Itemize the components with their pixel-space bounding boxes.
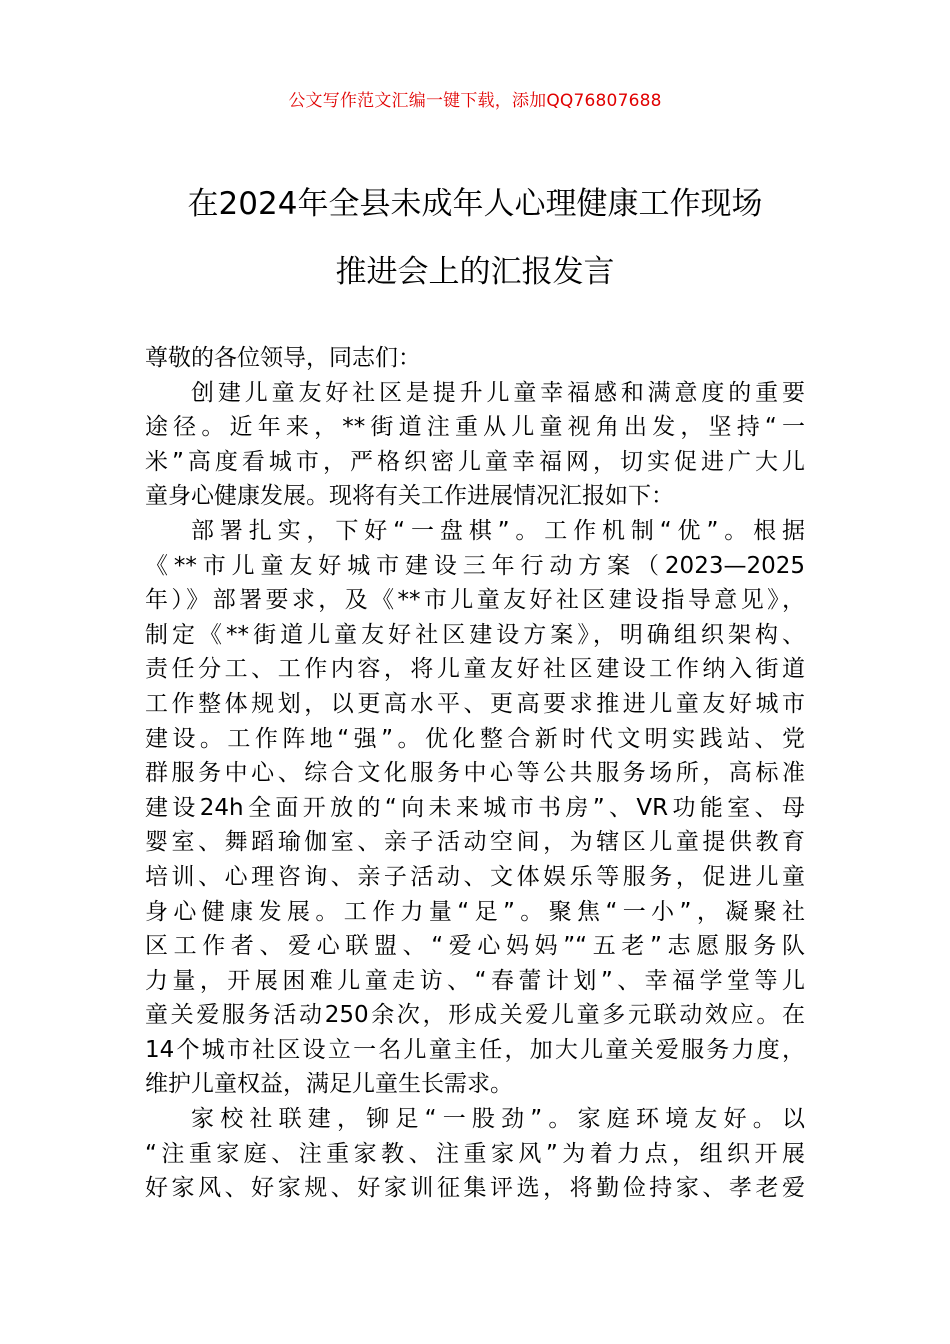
body-line: 部署扎实，下好“一盘棋”。工作机制“优”。根据 <box>191 517 805 544</box>
document-body <box>145 341 805 1206</box>
body-line: 途径。近年来，**街道注重从儿童视角出发，坚持“一 <box>145 414 805 441</box>
body-line: 培训、心理咨询、亲子活动、文体娱乐等服务，促进儿童 <box>145 863 805 890</box>
body-line: 14个城市社区设立一名儿童主任，加大儿童关爱服务力度， <box>145 1036 805 1063</box>
body-line: 制定《**街道儿童友好社区建设方案》，明确组织架构、 <box>145 621 805 648</box>
body-line: 婴室、舞蹈瑜伽室、亲子活动空间，为辖区儿童提供教育 <box>145 829 805 856</box>
body-line: 群服务中心、综合文化服务中心等公共服务场所，高标准 <box>145 760 805 787</box>
body-line: 年）》部署要求，及《**市儿童友好社区建设指导意见》， <box>145 587 805 614</box>
body-line: 责任分工、工作内容，将儿童友好社区建设工作纳入街道 <box>145 656 805 683</box>
body-line: 维护儿童权益，满足儿童生长需求。 <box>145 1071 513 1098</box>
body-line: 工作整体规划，以更高水平、更高要求推进儿童友好城市 <box>145 690 805 717</box>
document-title-line-2: 推进会上的汇报发言 <box>335 254 615 290</box>
body-line: “注重家庭、注重家教、注重家风”为着力点，组织开展 <box>145 1140 805 1167</box>
body-line: 身心健康发展。工作力量“足”。聚焦“一小”，凝聚社 <box>145 898 805 925</box>
body-line: 建设24h全面开放的“向未来城市书房”、VR功能室、母 <box>145 794 805 821</box>
body-line: 区工作者、爱心联盟、“爱心妈妈”“五老”志愿服务队 <box>145 933 805 960</box>
body-line: 好家风、好家规、好家训征集评选，将勤俭持家、孝老爱 <box>145 1175 805 1202</box>
header-note: 公文写作范文汇编一键下载，添加QQ76807688 <box>288 91 662 111</box>
body-line: 力量，开展困难儿童走访、“春蕾计划”、幸福学堂等儿 <box>145 967 805 994</box>
document-title-line-1: 在2024年全县未成年人心理健康工作现场 <box>187 186 763 222</box>
body-line: 童关爱服务活动250余次，形成关爱儿童多元联动效应。在 <box>145 1002 805 1029</box>
body-line: 米”高度看城市，严格织密儿童幸福网，切实促进广大儿 <box>145 448 805 475</box>
body-line: 《**市儿童友好城市建设三年行动方案（2023—2025 <box>145 552 805 579</box>
body-line: 创建儿童友好社区是提升儿童幸福感和满意度的重要 <box>191 379 805 406</box>
body-line: 建设。工作阵地“强”。优化整合新时代文明实践站、党 <box>145 725 805 752</box>
body-line: 家校社联建，铆足“一股劲”。家庭环境友好。以 <box>191 1106 805 1133</box>
body-line: 童身心健康发展。现将有关工作进展情况汇报如下： <box>145 483 674 510</box>
salutation-line: 尊敬的各位领导，同志们： <box>145 345 421 371</box>
